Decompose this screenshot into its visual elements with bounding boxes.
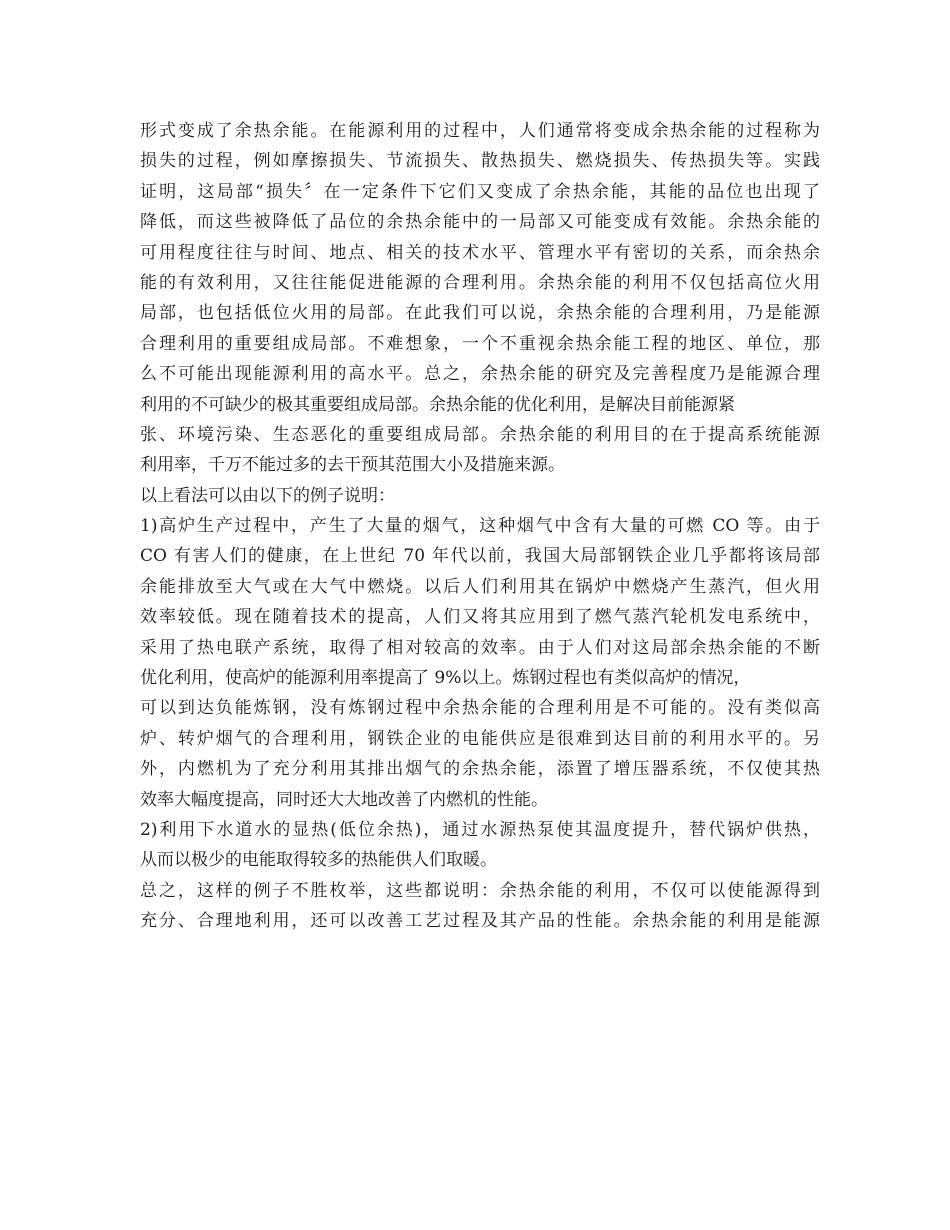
text-line: 利用率，千万不能过多的去干预其范围大小及措施来源。 (140, 455, 565, 476)
text-line: 优化利用，使高炉的能源利用率提高了 9%以上。炼钢过程也有类似高炉的情况， (140, 668, 751, 689)
text-line: 降低，而这些被降低了品位的余热余能中的一局部又可能变成有效能。余热余能的 (140, 212, 820, 233)
text-line: 余能排放至大气或在大气中燃烧。以后人们利用其在锅炉中燃烧产生蒸汽，但火用 (140, 576, 820, 597)
text-line: 总之，这样的例子不胜枚举，这些都说明：余热余能的利用，不仅可以使能源得到 (140, 880, 820, 901)
text-line: 利用的不可缺少的极其重要组成局部。余热余能的优化利用，是解决目前能源紧 (140, 394, 735, 415)
text-line: 么不可能出现能源利用的高水平。总之，余热余能的研究及完善程度乃是能源合理 (140, 364, 820, 385)
text-line: 以上看法可以由以下的例子说明： (140, 485, 395, 506)
text-line: 充分、合理地利用，还可以改善工艺过程及其产品的性能。余热余能的利用是能源 (140, 911, 820, 932)
text-line: 局部，也包括低位火用的局部。在此我们可以说，余热余能的合理利用，乃是能源 (140, 303, 820, 324)
text-line: 效率较低。现在随着技术的提高，人们又将其应用到了燃气蒸汽轮机发电系统中， (140, 607, 820, 628)
text-line: 2)利用下水道水的显热(低位余热)，通过水源热泵使其温度提升，替代锅炉供热， (140, 819, 820, 840)
text-line: 损失的过程，例如摩擦损失、节流损失、散热损失、燃烧损失、传热损失等。实践 (140, 151, 820, 172)
text-line: 采用了热电联产系统，取得了相对较高的效率。由于人们对这局部余热余能的不断 (140, 637, 820, 658)
text-line: 证明，这局部“损失〞在一定条件下它们又变成了余热余能，其能的品位也出现了 (140, 181, 820, 202)
text-line: 可用程度往往与时间、地点、相关的技术水平、管理水平有密切的关系，而余热余 (140, 242, 820, 263)
text-line: 形式变成了余热余能。在能源利用的过程中，人们通常将变成余热余能的过程称为 (140, 121, 820, 141)
text-line: CO 有害人们的健康，在上世纪 70 年代以前，我国大局部钢铁企业几乎都将该局部 (140, 546, 820, 567)
text-line: 1)高炉生产过程中，产生了大量的烟气，这种烟气中含有大量的可燃 CO 等。由于 (140, 516, 820, 537)
text-line: 炉、转炉烟气的合理利用，钢铁企业的电能供应是很难到达目前的利用水平的。另 (140, 728, 820, 749)
text-line: 张、环境污染、生态恶化的重要组成局部。余热余能的利用目的在于提高系统能源 (140, 424, 820, 445)
text-line: 可以到达负能炼钢，没有炼钢过程中余热余能的合理利用是不可能的。没有类似高 (140, 698, 820, 719)
text-line: 合理利用的重要组成局部。不难想象，一个不重视余热余能工程的地区、单位，那 (140, 333, 820, 354)
text-line: 效率大幅度提高，同时还大大地改善了内燃机的性能。 (140, 789, 548, 810)
text-line: 能的有效利用，又往往能促进能源的合理利用。余热余能的利用不仅包括高位火用 (140, 272, 820, 293)
body-text (140, 116, 820, 937)
text-line: 从而以极少的电能取得较多的热能供人们取暖。 (140, 850, 497, 871)
text-line: 外，内燃机为了充分利用其排出烟气的余热余能，添置了增压器系统，不仅使其热 (140, 759, 820, 780)
